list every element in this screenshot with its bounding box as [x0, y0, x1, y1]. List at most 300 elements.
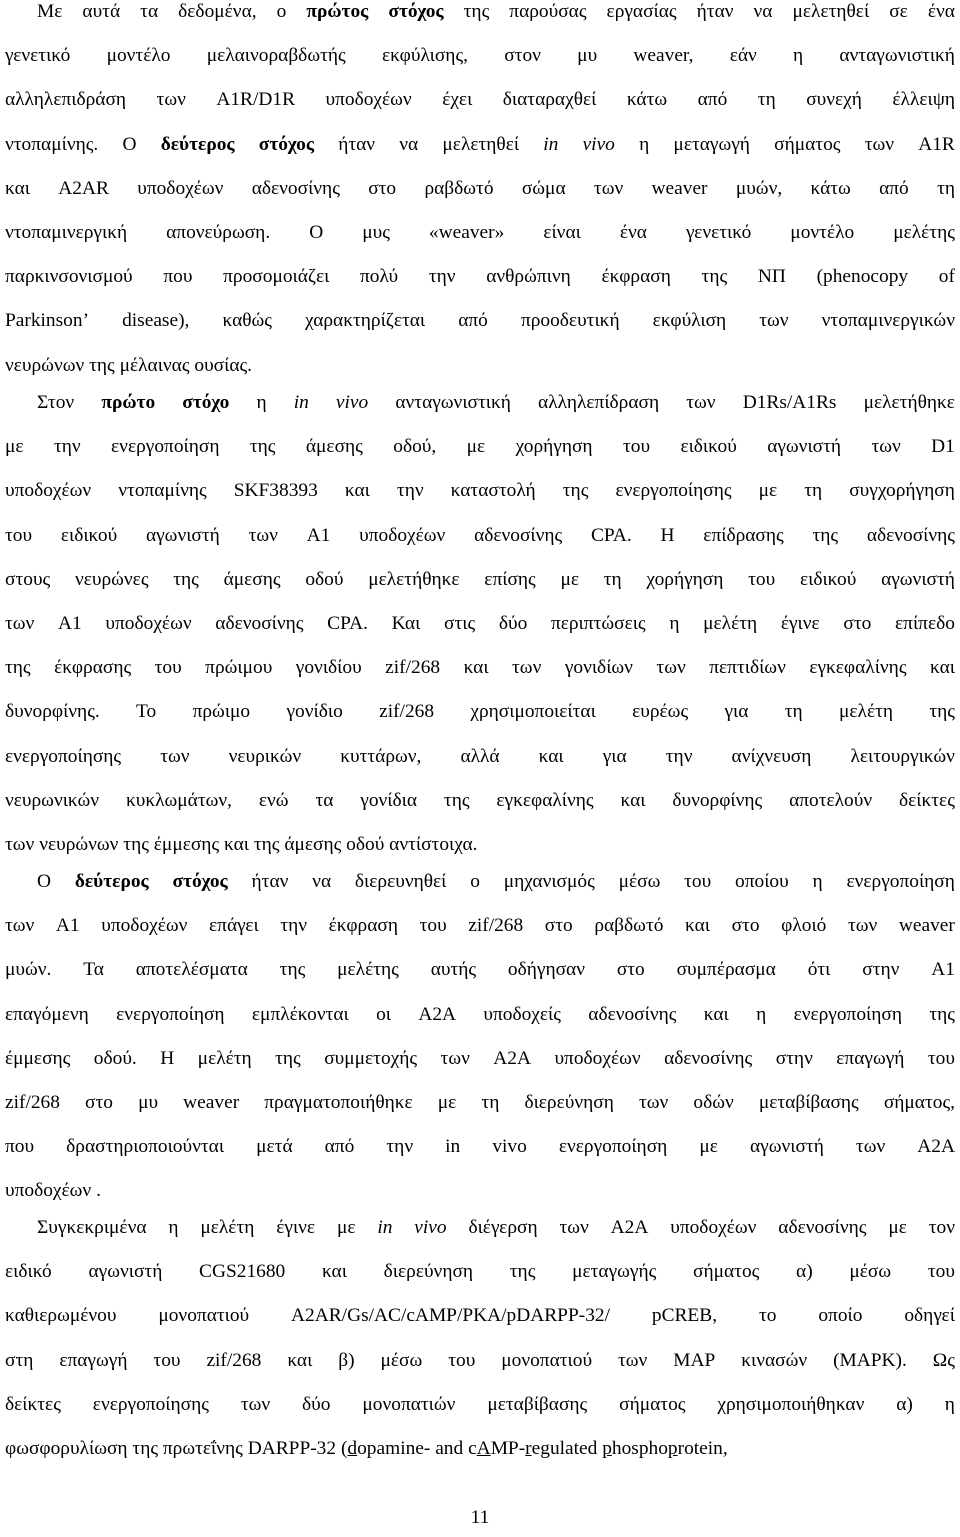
word: γονίδια: [360, 789, 418, 811]
word: μελέτης: [337, 959, 399, 981]
word: μεταβίβασης: [758, 1091, 859, 1113]
word: A1: [306, 524, 331, 546]
word: Συγκεκριμένα: [37, 1217, 147, 1238]
word: διερεύνηση: [524, 1091, 614, 1113]
word: λειτουργικών: [850, 745, 955, 767]
word: Parkinson’: [5, 310, 90, 332]
word: μυών,: [735, 177, 783, 199]
word: in: [445, 1136, 461, 1158]
word: μεταγωγής: [572, 1261, 657, 1283]
word: του: [927, 1047, 955, 1069]
word: της: [509, 1261, 536, 1283]
word: διαταραχθεί: [502, 89, 597, 111]
word: γονιδίου: [295, 657, 362, 679]
word: στο: [368, 177, 397, 199]
word: Στον: [37, 392, 75, 413]
word: του: [622, 436, 651, 458]
word: έχει: [442, 89, 473, 111]
word: παρούσας: [509, 1, 587, 22]
word: vivo: [335, 392, 369, 413]
word: A2A: [917, 1136, 955, 1158]
word: οδού: [346, 833, 385, 855]
word: ένα: [619, 221, 647, 243]
word: σήματος: [774, 133, 841, 155]
word: στόχος: [258, 133, 314, 155]
word: στους: [5, 568, 51, 590]
word: νευρικών: [228, 745, 302, 767]
word: αυτής: [430, 959, 477, 981]
word: πρώτο: [101, 392, 156, 413]
word: την: [386, 1136, 414, 1158]
word: της: [123, 833, 149, 855]
word: μελετήθηκε: [368, 568, 460, 590]
word: κάτω: [810, 177, 851, 199]
word: προσομοιάζει: [223, 266, 330, 288]
word: της: [89, 354, 115, 376]
word: ενώ: [258, 789, 289, 811]
word: MAP: [673, 1349, 716, 1371]
word: ουσίας.: [194, 354, 253, 376]
word: cAMP-regulated: [468, 1437, 598, 1459]
word: να: [312, 871, 332, 892]
word: τη: [804, 480, 823, 502]
word: με: [699, 1136, 718, 1158]
word: αγωνιστή: [145, 524, 220, 546]
word: μελέτης: [893, 221, 955, 243]
word: ΝΠ: [757, 266, 786, 288]
word: ενεργοποίησης: [615, 480, 732, 502]
word: την: [665, 745, 693, 767]
word: και: [224, 833, 249, 855]
text-line: [5, 1125, 955, 1169]
word: A2AR/Gs/AC/cAMP/PKA/pDARPP-32/: [291, 1305, 610, 1327]
word: της: [279, 959, 306, 981]
word: η: [639, 133, 650, 155]
word: συνεχή: [806, 89, 862, 111]
word: ειδικού: [680, 436, 737, 458]
word: δείκτες: [899, 789, 955, 811]
word: μελέτη: [197, 1047, 252, 1069]
word: τη: [603, 568, 622, 590]
word: μελετηθεί: [442, 133, 520, 155]
word: δυνορφίνης: [672, 789, 763, 811]
word: αλληλεπιδράση: [5, 89, 127, 111]
text-line: [5, 211, 955, 255]
text-line: [5, 299, 955, 343]
word: των: [617, 1349, 648, 1371]
word: πολύ: [360, 266, 399, 288]
word: τη: [784, 701, 803, 723]
text-line: [5, 167, 955, 211]
page-number: 11: [470, 1507, 490, 1528]
word: νευρώνων: [5, 354, 85, 376]
text-line: [5, 34, 955, 78]
word: με: [5, 436, 24, 458]
word: οποίο: [818, 1305, 863, 1327]
word: η: [812, 871, 823, 892]
word: πρώιμου: [205, 657, 273, 679]
word: των: [847, 915, 878, 937]
word: σήματος: [693, 1261, 760, 1283]
word: μελέτη: [200, 1217, 255, 1238]
word: Με: [37, 1, 63, 22]
word: .: [96, 1180, 101, 1202]
word: που: [5, 1136, 35, 1158]
word: με: [466, 436, 486, 458]
word: της: [5, 657, 31, 679]
word: πρώιμο: [192, 701, 251, 723]
word: ντοπαμίνης.: [5, 133, 99, 155]
word: αποτελούν: [789, 789, 873, 811]
word: της: [275, 1047, 301, 1069]
word: μελέτη: [703, 612, 758, 634]
text-line: [5, 1037, 955, 1081]
word: με: [560, 568, 579, 590]
word: μελετήθηκε: [863, 392, 955, 413]
word: ότι: [807, 959, 831, 981]
word: και: [620, 789, 646, 811]
text-line: [5, 1081, 955, 1125]
word: weaver: [183, 1091, 240, 1113]
word: μυ: [577, 45, 598, 67]
word: A1: [58, 612, 82, 634]
word: συμπέρασμα: [676, 959, 776, 981]
word: ραβδωτό: [594, 915, 664, 937]
text-line: [5, 779, 955, 823]
word: ειδικό: [5, 1261, 52, 1283]
word: υποδοχέων: [5, 1180, 92, 1202]
text-line: [5, 381, 955, 425]
word: υποδοχέων: [105, 612, 192, 634]
word: δεδομένα,: [178, 1, 257, 22]
word: (phenocopy: [816, 266, 909, 288]
word: έμμεσης: [153, 833, 220, 855]
word: δραστηριοποιούνται: [66, 1136, 225, 1158]
word: των: [593, 177, 624, 199]
word: σώμα: [521, 177, 566, 199]
word: των: [638, 1091, 669, 1113]
word: οι: [376, 1003, 392, 1025]
word: μελετηθεί: [792, 1, 870, 22]
text-line: [5, 993, 955, 1037]
word: του: [684, 871, 712, 892]
word: οδηγεί: [904, 1305, 955, 1327]
word: ανθρώπινη: [486, 266, 571, 288]
word: είναι: [543, 221, 581, 243]
paragraph-4: [5, 1206, 955, 1471]
word: από: [324, 1136, 355, 1158]
word: προοδευτική: [520, 310, 620, 332]
text-line: [5, 78, 955, 122]
word: τη: [937, 177, 955, 199]
word: της: [249, 436, 276, 458]
word: A2A: [493, 1047, 531, 1069]
word: τη: [757, 89, 776, 111]
word: of: [938, 266, 955, 288]
word: στόχος: [388, 1, 444, 22]
word: αποτελέσματα: [135, 959, 248, 981]
word: ενεργοποίηση: [558, 1136, 668, 1158]
word: στο: [731, 915, 760, 937]
word: η: [944, 1393, 955, 1415]
word: αγωνιστή: [749, 1136, 824, 1158]
word: υποδοχέων: [359, 524, 446, 546]
text-line: [5, 255, 955, 299]
word: χρησιμοποιήθηκαν: [717, 1393, 865, 1415]
word: μέσω: [618, 871, 661, 892]
text-line: [5, 1427, 955, 1471]
word: αγωνιστή: [767, 436, 842, 458]
word: phosphoprotein,: [602, 1437, 728, 1459]
word: και: [287, 1349, 313, 1371]
word: εκφύλισης,: [381, 45, 468, 67]
word: and: [435, 1437, 464, 1459]
word: χαρακτηρίζεται: [305, 310, 426, 332]
word: μοντέλο: [106, 45, 171, 67]
text-line: [5, 602, 955, 646]
word: μονοπατιών: [362, 1393, 456, 1415]
word: στόχος: [172, 871, 228, 892]
word: στο: [85, 1091, 113, 1113]
word: στόχο: [182, 392, 230, 413]
word: ενεργοποίησης: [92, 1393, 209, 1415]
word: των: [855, 1136, 886, 1158]
word: zif/268: [468, 915, 524, 937]
word: τον: [928, 1217, 955, 1238]
word: ντοπαμινεργική: [5, 221, 128, 243]
word: έκφραση: [328, 915, 398, 937]
word: αδενοσίνης: [215, 612, 304, 634]
text-line: [5, 425, 955, 469]
word: της: [812, 524, 839, 546]
word: επάγει: [209, 915, 259, 937]
word: οδού,: [393, 436, 437, 458]
word: χορήγηση: [515, 436, 593, 458]
word: σε: [889, 1, 908, 22]
word: ενεργοποίηση: [116, 1003, 225, 1025]
word: zif/268: [379, 701, 435, 723]
word: επίδρασης: [703, 524, 784, 546]
word: μέλαινας: [119, 354, 190, 376]
word: στις: [444, 612, 476, 634]
word: της: [253, 833, 280, 855]
word: η: [256, 392, 267, 413]
word: CGS21680: [199, 1261, 286, 1283]
word: και: [685, 915, 711, 937]
text-line: [5, 1294, 955, 1338]
word: άμεσης: [284, 833, 342, 855]
word: (dopamine-: [340, 1437, 431, 1459]
paragraph-1: [5, 0, 955, 388]
word: παρκινσονισμού: [5, 266, 133, 288]
word: μονοπατιού: [158, 1305, 250, 1327]
word: ανταγωνιστική: [839, 45, 955, 67]
word: σήματος: [619, 1393, 686, 1415]
word: vivo: [492, 1136, 527, 1158]
word: οποίου: [735, 871, 789, 892]
word: «weaver»: [428, 221, 505, 243]
word: κυττάρων,: [340, 745, 422, 767]
word: επαγωγή: [59, 1349, 128, 1371]
word: και: [463, 657, 489, 679]
word: διέγερση: [468, 1217, 538, 1238]
word: αγωνιστή: [881, 568, 955, 590]
word: και: [538, 745, 564, 767]
word: μεταγωγή: [673, 133, 750, 155]
word: στο: [544, 915, 573, 937]
word: του: [154, 657, 182, 679]
word: οδού: [305, 568, 344, 590]
word: αυτά: [82, 1, 121, 22]
word: ενεργοποίηση: [846, 871, 955, 892]
word: εγκεφαλίνης: [496, 789, 594, 811]
word: σήματος,: [883, 1091, 955, 1113]
word: μετά: [256, 1136, 293, 1158]
word: στον: [504, 45, 541, 67]
text-line: [5, 1339, 955, 1383]
word: πρώτος: [306, 1, 369, 22]
word: μυών.: [5, 959, 52, 981]
word: πεπτιδίων: [709, 657, 786, 679]
word: γονίδιο: [286, 701, 343, 723]
word: των: [440, 1047, 470, 1069]
text-line: [5, 948, 955, 992]
word: η: [756, 1003, 767, 1025]
word: νευρωνικών: [5, 789, 100, 811]
word: weaver: [898, 915, 955, 937]
word: vivo: [582, 133, 615, 155]
word: καθιερωμένου: [5, 1305, 117, 1327]
word: με: [437, 1091, 457, 1113]
word: δυνορφίνης.: [5, 701, 100, 723]
word: από: [879, 177, 909, 199]
word: ενεργοποίησης: [5, 745, 122, 767]
text-line: [5, 469, 955, 513]
word: ήταν: [251, 871, 289, 892]
word: ντοπαμίνης: [118, 480, 207, 502]
word: των: [240, 1393, 271, 1415]
word: του: [448, 1349, 476, 1371]
word: νευρώνες: [74, 568, 149, 590]
word: συγχορήγηση: [849, 480, 955, 502]
word: Ως: [932, 1349, 955, 1371]
word: μεταβίβασης: [487, 1393, 588, 1415]
word: στο: [616, 959, 645, 981]
word: μυ: [138, 1091, 159, 1113]
word: δεύτερος: [74, 871, 149, 892]
word: των: [759, 310, 789, 332]
word: έγινε: [780, 612, 820, 634]
word: CPA.: [590, 524, 632, 546]
word: εάν: [729, 45, 757, 67]
word: ανταγωνιστική: [395, 392, 511, 413]
word: D1: [931, 436, 955, 458]
word: έλλειψη: [892, 89, 955, 111]
word: ένα: [927, 1, 955, 22]
word: υποδοχείς: [483, 1003, 561, 1025]
text-line: [5, 558, 955, 602]
word: εμπλέκονται: [251, 1003, 349, 1025]
word: του: [927, 1261, 955, 1283]
word: ανίχνευση: [731, 745, 812, 767]
word: μονοπατιού: [501, 1349, 593, 1371]
word: in: [543, 133, 559, 155]
word: του: [5, 524, 33, 546]
word: ενεργοποίηση: [111, 436, 220, 458]
word: αδενοσίνης: [588, 1003, 677, 1025]
word: αδενοσίνης: [474, 524, 563, 546]
word: weaver,: [633, 45, 694, 67]
word: zif/268: [5, 1091, 60, 1113]
word: zif/268: [385, 657, 441, 679]
word: έκφρασης: [54, 657, 132, 679]
word: ήταν: [696, 1, 734, 22]
word: A2A: [610, 1217, 649, 1238]
word: υποδοχέων: [5, 480, 92, 502]
word: κυκλωμάτων,: [125, 789, 232, 811]
word: των: [248, 524, 278, 546]
word: για: [724, 701, 749, 723]
word: περιπτώσεις: [550, 612, 646, 634]
word: D1Rs/A1Rs: [742, 392, 837, 413]
word: pCREB,: [651, 1305, 718, 1327]
word: Ο: [37, 871, 52, 892]
text-line: [5, 514, 955, 558]
word: καθώς: [222, 310, 272, 332]
word: κάτω: [626, 89, 668, 111]
word: της: [701, 266, 728, 288]
word: στο: [843, 612, 872, 634]
word: μηχανισμός: [503, 871, 595, 892]
word: άμεσης: [305, 436, 363, 458]
word: των: [864, 133, 895, 155]
word: διερευνηθεί: [354, 871, 447, 892]
word: Ο: [122, 133, 137, 155]
word: για: [602, 745, 627, 767]
word: (MAPK).: [833, 1349, 907, 1371]
word: ο: [470, 871, 480, 892]
word: vivo: [414, 1217, 447, 1238]
word: αδενοσίνης: [778, 1217, 867, 1238]
word: του: [748, 568, 776, 590]
word: ειδικού: [60, 524, 118, 546]
word: και: [344, 480, 370, 502]
text-line: [5, 1383, 955, 1427]
word: στην: [862, 959, 900, 981]
word: zif/268: [206, 1349, 262, 1371]
word: την: [53, 436, 81, 458]
text-line: [5, 690, 955, 734]
word: και: [5, 177, 30, 199]
word: νευρώνων: [39, 833, 119, 855]
word: από: [458, 310, 488, 332]
word: in: [377, 1217, 393, 1238]
word: οδού.: [93, 1047, 137, 1069]
document-page: [5, 0, 955, 1537]
word: αντίστοιχα.: [389, 833, 478, 855]
word: ευρέως: [632, 701, 689, 723]
word: διερεύνηση: [383, 1261, 474, 1283]
word: οδήγησαν: [507, 959, 585, 981]
word: ήταν: [338, 133, 376, 155]
word: γενετικό: [5, 45, 71, 67]
word: A1: [55, 915, 80, 937]
word: την: [280, 915, 308, 937]
word: των: [512, 657, 542, 679]
word: Το: [136, 701, 157, 723]
word: χρησιμοποιείται: [470, 701, 596, 723]
text-line: [5, 735, 955, 779]
